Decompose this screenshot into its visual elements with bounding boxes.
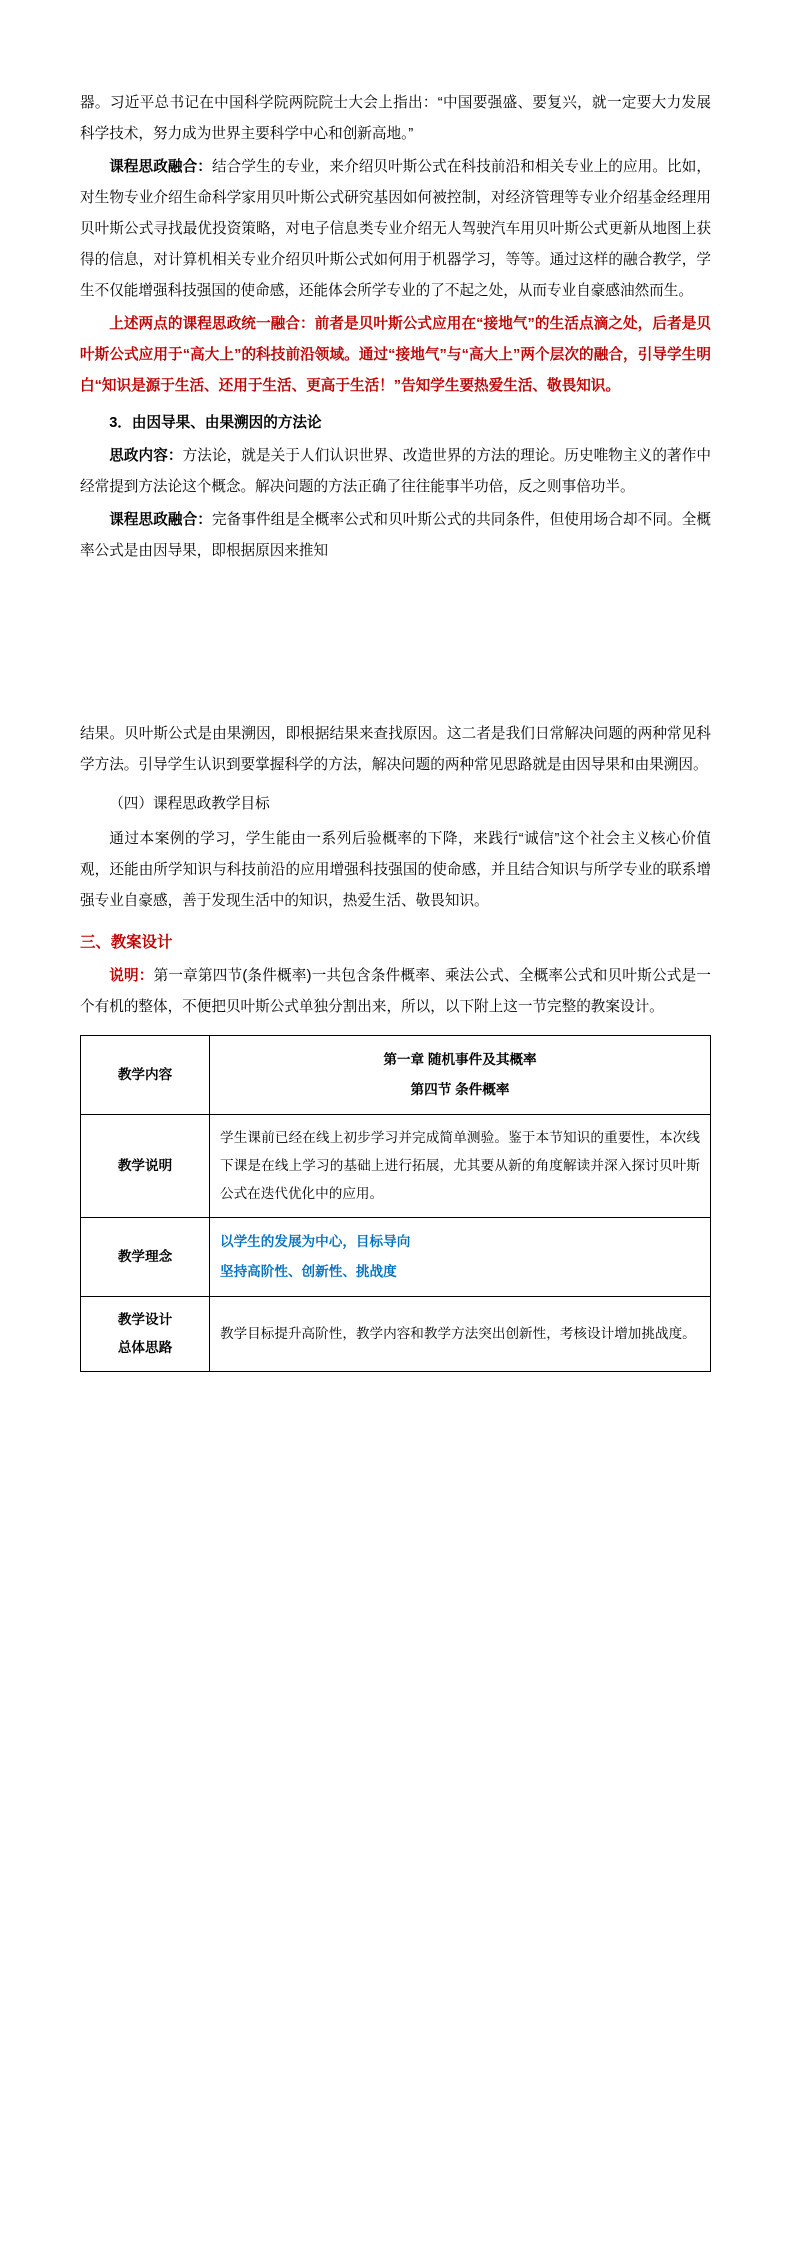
paragraph-after-gap (80, 719, 711, 781)
table-row (81, 1036, 711, 1115)
heading-text: 3．由因导果、由果溯因的方法论 (109, 415, 322, 431)
heading-text: 三、教案设计 (80, 934, 173, 951)
text-run: 结果。贝叶斯公式是由果溯因，即根据结果来查找原因。这二者是我们日常解决问题的两种常见科学方法。引导学生认识到要掌握科学的方法，解决问题的两种常见思路就是由因导果和由果溯因。 (80, 726, 711, 773)
row-value-teaching-note: 学生课前已经在线上初步学习并完成简单测验。鉴于本节知识的重要性，本次线下课是在线上学习的基础上进行拓展，尤其要从新的角度解读并深入探讨贝叶斯公式在迭代优化中的应用。 (210, 1115, 711, 1218)
philosophy-line-1: 以学生的发展为中心，目标导向 (220, 1234, 411, 1249)
paragraph-lead-label: 说明： (109, 968, 154, 984)
text-run: 器。习近平总书记在中国科学院两院院士大会上指出：“中国要强盛、要复兴，就一定要大力发展科学技术，努力成为世界主要科学中心和创新高地。” (80, 95, 711, 142)
paragraph-teaching-goal (80, 824, 711, 917)
heading-section-four (80, 789, 711, 820)
text-run: 结合学生的专业，来介绍贝叶斯公式在科技前沿和相关专业上的应用。比如，对生物专业介绍生命科学家用贝叶斯公式研究基因如何被控制，对经济管理等专业介绍基金经理用贝叶斯公式寻找最优投资策略，对电子信息类专业介绍无人驾驶汽车用贝叶斯公式更新从地图上获得的信息，对计算机相关专业介绍贝叶斯公式如何用于机器学习，等等。通过这样的融合教学，学生不仅能增强科技强国的使命感，还能体会所学专业的了不起之处，从而专业自豪感油然而生。 (80, 159, 711, 299)
lesson-design-table (80, 1035, 711, 1372)
table-row (81, 1218, 711, 1297)
table-row (81, 1297, 711, 1372)
paragraph-quote (80, 88, 711, 150)
paragraph-shuoming (80, 961, 711, 1023)
table-row (81, 1115, 711, 1218)
row-value-teaching-philosophy (210, 1218, 711, 1297)
heading-method-3 (80, 408, 711, 439)
chapter-title: 第一章 随机事件及其概率 (383, 1052, 537, 1067)
row-label-teaching-philosophy: 教学理念 (81, 1218, 210, 1297)
heading-section-three (80, 927, 711, 959)
row-value-teaching-content (210, 1036, 711, 1115)
paragraph-sizheng-ronghe-1 (80, 152, 711, 307)
row-label-design-approach (81, 1297, 210, 1372)
text-run: 通过本案例的学习，学生能由一系列后验概率的下降，来践行“诚信”这个社会主义核心价值观，还能由所学知识与科技前沿的应用增强科技强国的使命感，并且结合知识与所学专业的联系增强专业自豪感，善于发现生活中的知识，热爱生活、敬畏知识。 (80, 831, 711, 909)
paragraph-red-summary (80, 309, 711, 402)
paragraph-lead-label: 思政内容： (109, 448, 183, 464)
label-line-1: 教学设计 (117, 1312, 173, 1327)
section-title: 第四节 条件概率 (410, 1082, 510, 1097)
paragraph-sizheng-ronghe-2 (80, 505, 711, 567)
row-label-teaching-content: 教学内容 (81, 1036, 210, 1115)
paragraph-lead-label: 课程思政融合： (109, 512, 212, 528)
heading-text: （四）课程思政教学目标 (109, 796, 270, 812)
paragraph-lead-label: 课程思政融合： (109, 159, 212, 175)
text-run: 上述两点的课程思政统一融合：前者是贝叶斯公式应用在“接地气”的生活点滴之处，后者是贝叶斯公式应用于“高大上”的科技前沿领域。通过“接地气”与“高大上”两个层次的融合，引导学生明白“知识是源于生活、还用于生活、更高于生活！”告知学生要热爱生活、敬畏知识。 (80, 316, 711, 394)
philosophy-line-2: 坚持高阶性、创新性、挑战度 (220, 1264, 397, 1279)
text-run: 完备事件组是全概率公式和贝叶斯公式的共同条件，但使用场合却不同。全概率公式是由因导果，即根据原因来推知 (80, 512, 711, 559)
row-value-design-approach: 教学目标提升高阶性，教学内容和教学方法突出创新性，考核设计增加挑战度。 (210, 1297, 711, 1372)
text-run: 方法论，就是关于人们认识世界、改造世界的方法的理论。历史唯物主义的著作中经常提到方法论这个概念。解决问题的方法正确了往往能事半功倍，反之则事倍功半。 (80, 448, 711, 495)
row-label-teaching-note: 教学说明 (81, 1115, 210, 1218)
label-line-2: 总体思路 (117, 1340, 173, 1355)
text-run: 第一章第四节(条件概率)一共包含条件概率、乘法公式、全概率公式和贝叶斯公式是一个有机的整体，不便把贝叶斯公式单独分割出来，所以，以下附上这一节完整的教案设计。 (80, 968, 711, 1015)
paragraph-sizheng-neirong (80, 441, 711, 503)
page-break-gap (80, 569, 711, 719)
